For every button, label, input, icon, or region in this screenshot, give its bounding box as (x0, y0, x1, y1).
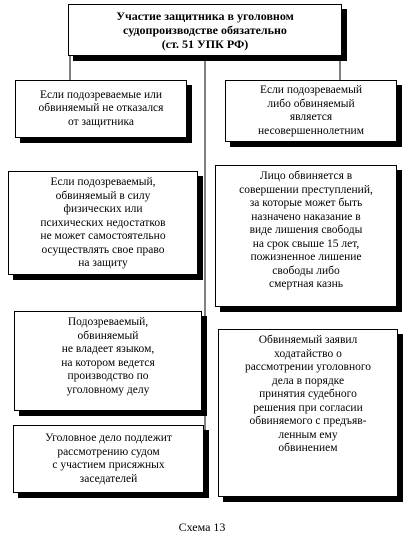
title-box (68, 4, 342, 56)
box-line: рассмотрению судом (57, 445, 160, 458)
box-line: обвиняемый (77, 329, 139, 342)
box-line: рассмотрении уголовного (244, 361, 372, 373)
box-line: обвиняемого с предъяв- (249, 415, 367, 427)
box-line: не владеет языком, (61, 343, 155, 355)
box-line: на срок свыше 15 лет, (252, 237, 360, 250)
box-line: производство по (67, 370, 149, 382)
box-line: психических недостатков (40, 216, 166, 229)
condition-box-jury (13, 425, 204, 493)
title-line: (ст. 51 УПК РФ) (161, 37, 249, 51)
condition-box-not-refused (15, 80, 187, 138)
box-line: несовершеннолетним (258, 124, 364, 137)
box-line: обвиняемый в силу (55, 189, 151, 202)
box-line: Уголовное дело подлежит (45, 432, 172, 444)
title-line: Участие защитника в уголовном (116, 9, 294, 23)
box-line: уголовному делу (66, 383, 150, 396)
box-line: Подозреваемый, (67, 316, 149, 328)
box-line: Лицо обвиняется в (259, 170, 353, 182)
box-line: от защитника (67, 115, 134, 128)
box-line: свободы либо (272, 264, 340, 277)
box-line: обвиняемый не отказался (38, 102, 164, 115)
box-line: Если подозреваемые или (40, 88, 162, 101)
box-line: совершении преступлений, (239, 183, 373, 196)
box-line: ленным ему (278, 428, 338, 441)
box-line: либо обвиняемый (267, 97, 355, 110)
box-line: обвинением (278, 442, 338, 454)
figure-caption: Схема 13 (178, 520, 226, 534)
condition-box-language (14, 311, 202, 411)
box-line: является (289, 111, 333, 123)
title-text (116, 9, 294, 51)
box-line: с участием присяжных (52, 459, 165, 471)
condition-box-special-procedure (218, 329, 398, 497)
box-line: Если подозреваемый, (50, 176, 156, 188)
box-line: физических или (63, 203, 143, 215)
box-line: назначено наказание в (251, 210, 361, 223)
box-line: виде лишения свободы (249, 224, 363, 236)
box-line: осуществлять свое право (41, 243, 165, 256)
box-line: ходатайство о (274, 347, 342, 360)
title-line: судопроизводстве обязательно (123, 23, 287, 37)
box-line: на котором ведется (61, 356, 155, 369)
box-line: решения при согласии (253, 401, 363, 414)
box-line: дела в порядке (271, 374, 345, 387)
box-line: на защиту (78, 257, 128, 269)
box-line: Обвиняемый заявил (258, 334, 358, 346)
condition-box-minor (225, 80, 397, 142)
box-line: пожизненное лишение (250, 251, 362, 263)
condition-box-disability (8, 171, 198, 275)
box-line: принятия судебного (259, 388, 357, 400)
box-line: за которые может быть (249, 197, 363, 209)
box-line: смертная казнь (269, 278, 343, 290)
box-line: Если подозреваемый (259, 84, 363, 96)
condition-box-severe-punishment (215, 165, 397, 307)
box-line: заседателей (79, 472, 138, 485)
box-line: не может самостоятельно (40, 230, 166, 242)
